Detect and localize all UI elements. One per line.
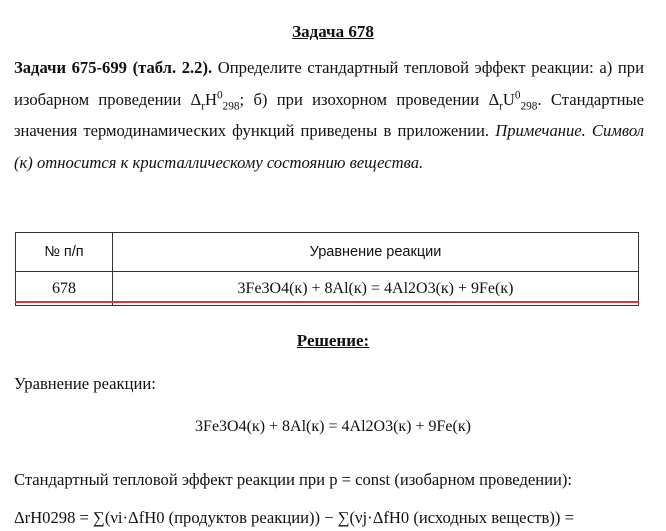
heat-effect-text: Стандартный тепловой эффект реакции при p = const (изобарном проведении): — [14, 470, 573, 489]
problem-text-3: . Стандартные значения термодинамических функций приведены в приложении. — [14, 89, 644, 140]
reaction-formula: 3Fe3O4(к) + 8Al(к) = 4Al2O3(к) + 9Fe(к) — [195, 418, 471, 435]
page-title: Задача 678 — [292, 22, 374, 41]
row-number: 678 — [16, 272, 113, 306]
problem-statement — [14, 52, 644, 178]
header-number: № п/п — [16, 233, 113, 272]
problem-lead: Задачи 675-699 (табл. 2.2). — [14, 58, 213, 77]
enthalpy-formula: ΔrH0298 = ∑(νi·ΔfH0 (продуктов реакции)) − ∑(νj·ΔfH0 (исходных веществ)) = — [14, 508, 574, 527]
task-table — [15, 232, 639, 306]
sup-0: 0 — [216, 88, 223, 101]
sub-r: r — [499, 99, 503, 112]
sub-298: 298 — [222, 99, 240, 112]
header-equation: Уравнение реакции — [113, 233, 639, 272]
problem-text-2: ; б) при изохорном проведении Δ — [239, 89, 500, 109]
problem-text-1: Определите стандартный тепловой эффект реакции: а) при изобарном проведении Δ — [14, 58, 644, 109]
symbol-h: H — [205, 89, 217, 109]
sup-0: 0 — [514, 88, 521, 101]
solution-title: Решение: — [296, 331, 370, 350]
reaction-label: Уравнение реакции: — [14, 374, 156, 393]
sub-r: r — [201, 99, 205, 112]
problem-note: Примечание. Символ (к) относится к кристаллическому состоянию вещества. — [14, 121, 644, 172]
row-equation: 3Fe3O4(к) + 8Al(к) = 4Al2O3(к) + 9Fe(к) — [113, 272, 639, 306]
symbol-u: U — [502, 89, 515, 109]
sub-298: 298 — [520, 99, 538, 112]
table-header-row — [16, 233, 639, 272]
spellcheck-underline — [15, 301, 639, 303]
